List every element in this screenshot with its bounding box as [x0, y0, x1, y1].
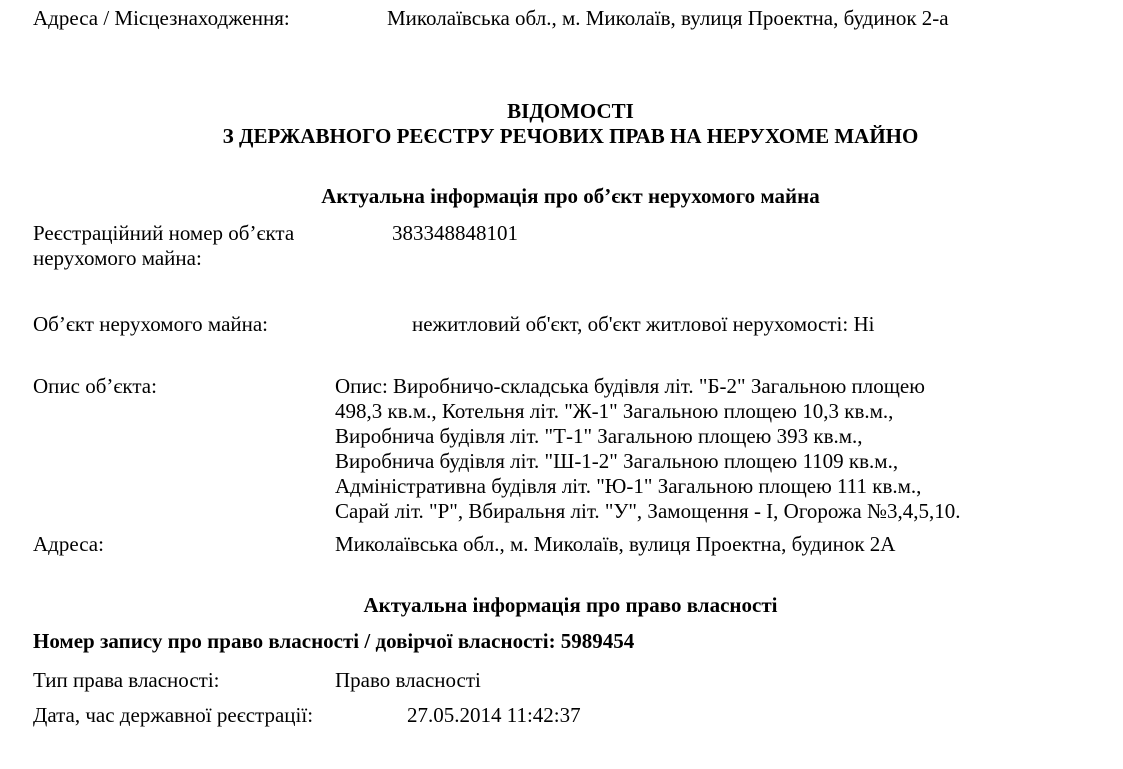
- ownership-record-number: Номер запису про право власності / довірчої власності: 5989454: [33, 629, 635, 653]
- ownership-section-heading: Актуальна інформація про право власності: [363, 593, 778, 617]
- reg-number-label: Реєстраційний номер об’єкта нерухомого майна:: [33, 221, 295, 270]
- description-value: Опис: Виробничо-складська будівля літ. "Б-2" Загальною площею 498,3 кв.м., Котельня літ. "Ж-1" Загальною площею 10,3 кв.м., Виробнича будівля літ. "Т-1" Загальною площею 393 кв.м., Виробнича будівля літ. "Ш-1-2" Загальною площею 1109 кв.м., Адміністративна будівля літ. "Ю-1" Загальною площею 111 кв.м., Сарай літ. "Р", Вбиральня літ. "У", Замощення - І, Огорожа №3,4,5,10.: [335, 374, 961, 523]
- document-title-line1: ВІДОМОСТІ: [507, 99, 634, 123]
- header-address-label: Адреса / Місцезнаходження:: [33, 6, 290, 30]
- object-address-label: Адреса:: [33, 532, 104, 556]
- document-title-line2: З ДЕРЖАВНОГО РЕЄСТРУ РЕЧОВИХ ПРАВ НА НЕРУХОМЕ МАЙНО: [222, 124, 919, 148]
- ownership-type-label: Тип права власності:: [33, 668, 220, 692]
- object-section-heading: Актуальна інформація про об’єкт нерухомого майна: [321, 184, 820, 208]
- registration-date-value: 27.05.2014 11:42:37: [407, 703, 581, 727]
- object-row-reg-number: [33, 221, 1108, 308]
- ownership-row-date: [33, 703, 1108, 758]
- ownership-row-type: [33, 668, 1108, 703]
- document-title: [33, 99, 1108, 149]
- reg-number-value: 383348848101: [392, 221, 518, 245]
- object-type-value: нежитловий об'єкт, об'єкт житлової нерухомості: Ні: [412, 312, 875, 336]
- object-row-description: [33, 374, 1108, 532]
- object-row-address: [33, 532, 1108, 562]
- registration-date-label: Дата, час державної реєстрації:: [33, 703, 314, 727]
- registry-document: [33, 6, 1108, 758]
- object-row-type: [33, 312, 1108, 372]
- description-label: Опис об’єкта:: [33, 374, 157, 398]
- object-address-value: Миколаївська обл., м. Миколаїв, вулиця Проектна, будинок 2А: [335, 532, 896, 556]
- header-address-row: [33, 6, 1108, 56]
- header-address-value: Миколаївська обл., м. Миколаїв, вулиця Проектна, будинок 2-а: [387, 6, 949, 30]
- object-type-label: Об’єкт нерухомого майна:: [33, 312, 269, 336]
- ownership-type-value: Право власності: [335, 668, 481, 692]
